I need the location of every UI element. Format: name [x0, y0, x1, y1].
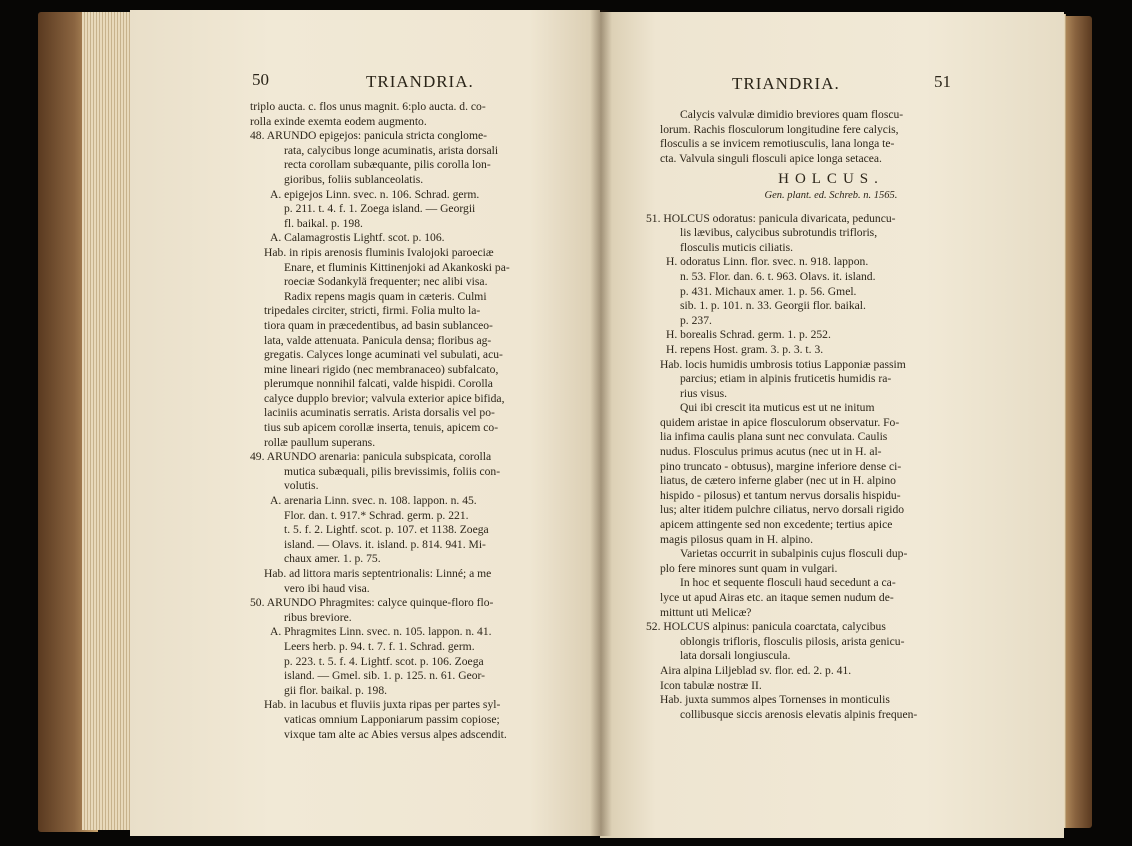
text-line: H. repens Host. gram. 3. p. 3. t. 3.	[666, 342, 824, 356]
text-line: liatus, de cætero inferne glaber (nec ut in H. alpino	[660, 474, 896, 488]
text-line: lata dorsali longiuscula.	[680, 649, 791, 663]
text-line: Varietas occurrit in subalpinis cujus flosculi dup-	[680, 547, 908, 561]
text-line: Hab. locis humidis umbrosis totius Lapponiæ passim	[660, 357, 906, 371]
text-line: nudus. Flosculus primus acutus (nec ut in H. al-	[660, 445, 882, 459]
text-line: H. odoratus Linn. flor. svec. n. 918. lappon.	[666, 255, 869, 269]
text-line: n. 53. Flor. dan. 6. t. 963. Olavs. it. island.	[680, 269, 876, 283]
text-line: laciniis acuminatis serratis. Arista dorsalis vel po-	[264, 406, 495, 420]
text-line: rata, calycibus longe acuminatis, arista dorsali	[284, 143, 499, 157]
text-line: gioribus, foliis sublanceolatis.	[284, 172, 424, 186]
text-line: 52. HOLCUS alpinus: panicula coarctata, calycibus	[646, 620, 886, 634]
text-line: roeciæ Sodankylä frequenter; nec alibi visa.	[284, 275, 488, 289]
text-line: 49. ARUNDO arenaria: panicula subspicata, corolla	[250, 450, 492, 464]
text-line: A. arenaria Linn. svec. n. 108. lappon. n. 45.	[270, 494, 477, 508]
text-line: p. 237.	[680, 313, 712, 327]
text-line: magis pilosus quam in H. alpino.	[660, 532, 813, 546]
text-line: lata, valde attenuata. Panicula densa; floribus ag-	[264, 333, 492, 347]
text-line: rolla exinde exemta eodem augmento.	[250, 114, 427, 128]
text-line: gregatis. Calyces longe acuminati vel subulati, acu-	[264, 348, 503, 362]
text-line: Leers herb. p. 94. t. 7. f. 1. Schrad. germ.	[284, 639, 475, 653]
text-line: vero ibi haud visa.	[284, 581, 370, 595]
text-line: rollæ paullum superans.	[264, 435, 376, 449]
text-line: cta. Valvula singuli flosculi apice longa setacea.	[660, 151, 882, 165]
text-line: fl. baikal. p. 198.	[284, 216, 363, 230]
text-line: In hoc et sequente flosculi haud secedunt a ca-	[680, 576, 896, 590]
text-line: apicem attingente sed non excedente; tertius apice	[660, 518, 893, 532]
left-page-text	[250, 100, 595, 742]
right-page-number: 51	[934, 72, 951, 91]
text-line: 50. ARUNDO Phragmites: calyce quinque-floro flo-	[250, 596, 494, 610]
genus-reference: Gen. plant. ed. Schreb. n. 1565.	[764, 189, 898, 201]
text-line: Hab. in lacubus et fluviis juxta ripas per partes syl-	[264, 698, 501, 712]
book-gutter	[590, 10, 612, 836]
text-line: island. — Olavs. it. island. p. 814. 941. Mi-	[284, 537, 486, 551]
right-running-header: TRIANDRIA.	[732, 74, 840, 93]
genus-heading: HOLCUS.	[778, 171, 884, 188]
text-line: island. — Gmel. sib. 1. p. 125. n. 61. Geor-	[284, 669, 486, 683]
text-line: H. borealis Schrad. germ. 1. p. 252.	[666, 328, 831, 342]
text-line: vaticas omnium Lapponiarum passim copiose;	[284, 712, 500, 726]
left-page	[130, 10, 600, 836]
text-line: Hab. in ripis arenosis fluminis Ivalojoki paroeciæ	[264, 245, 494, 259]
text-line: lia infima caulis plana sunt nec convulata. Caulis	[660, 430, 888, 444]
text-line: Enare, et fluminis Kittinenjoki ad Akankoski pa-	[284, 260, 510, 274]
text-line: flosculis muticis ciliatis.	[680, 240, 794, 254]
right-page-text	[646, 108, 1016, 722]
text-line: Calycis valvulæ dimidio breviores quam floscu-	[680, 108, 904, 121]
text-line: mutica subæquali, pilis brevissimis, foliis con-	[284, 464, 501, 478]
text-line: Hab. juxta summos alpes Tornenses in monticulis	[660, 693, 890, 707]
text-line: tripedales circiter, stricti, firmi. Folia multo la-	[264, 304, 481, 318]
text-line: Icon tabulæ nostræ II.	[660, 678, 762, 692]
text-line: tiora quam in præcedentibus, ad basin sublanceo-	[264, 318, 493, 332]
text-line: volutis.	[284, 479, 319, 493]
text-line: Aira alpina Liljeblad sv. flor. ed. 2. p. 41.	[660, 663, 852, 677]
right-entries	[646, 212, 1016, 723]
text-line: 51. HOLCUS odoratus: panicula divaricata, peduncu-	[646, 211, 896, 225]
text-line: mine lineari rigido (nec membranaceo) subfalcato,	[264, 362, 499, 376]
text-line: p. 223. t. 5. f. 4. Lightf. scot. p. 106. Zoega	[284, 654, 484, 668]
left-running-header: TRIANDRIA.	[366, 72, 474, 91]
text-line: Hab. ad littora maris septentrionalis: Linné; a me	[264, 567, 492, 580]
text-line: mittunt uti Melicæ?	[660, 605, 752, 619]
text-line: t. 5. f. 2. Lightf. scot. p. 107. et 1138. Zoega	[284, 523, 489, 537]
text-line: collibusque siccis arenosis elevatis alpinis frequen-	[680, 707, 918, 721]
text-line: chaux amer. 1. p. 75.	[284, 552, 381, 566]
text-line: rius visus.	[680, 386, 728, 400]
text-line: parcius; etiam in alpinis fruticetis humidis ra-	[680, 372, 892, 386]
text-line: A. Phragmites Linn. svec. n. 105. lappon. n. 41.	[270, 625, 492, 639]
text-line: recta corollam subæquante, pilis corolla lon-	[284, 158, 491, 172]
text-line: gii flor. baikal. p. 198.	[284, 683, 388, 697]
text-line: triplo aucta. c. flos unus magnit. 6:plo aucta. d. co-	[250, 100, 486, 113]
open-book	[38, 10, 1092, 836]
text-line: sib. 1. p. 101. n. 33. Georgii flor. baikal.	[680, 299, 866, 313]
text-line: 48. ARUNDO epigejos: panicula stricta conglome-	[250, 129, 487, 143]
text-line: lorum. Rachis flosculorum longitudine fere calycis,	[660, 122, 899, 136]
text-line: pino truncato - obtusus), margine inferiore dense ci-	[660, 459, 902, 473]
text-line: lis lævibus, calycibus subrotundis trifloris,	[680, 226, 878, 240]
text-line: lyce ut apud Airas etc. an itaque semen nudum de-	[660, 591, 894, 604]
right-page	[600, 12, 1064, 838]
text-line: plo fere minores sunt quam in vulgari.	[660, 561, 838, 575]
text-line: hispido - pilosus) et tantum nervus dorsalis hispidu-	[660, 488, 901, 502]
text-line: quidem aristae in apice flosculorum observatur. Fo-	[660, 415, 900, 429]
left-page-number: 50	[252, 70, 269, 89]
text-line: flosculis a se invicem remotiusculis, lana longa te-	[660, 137, 895, 151]
text-line: Radix repens magis quam in cæteris. Culmi	[284, 289, 487, 303]
right-intro-paragraph	[646, 108, 1016, 166]
text-line: Flor. dan. t. 917.* Schrad. germ. p. 221.	[284, 508, 469, 522]
text-line: A. epigejos Linn. svec. n. 106. Schrad. germ.	[270, 187, 480, 201]
text-line: calyce dupplo brevior; valvula exterior apice bifida,	[264, 391, 505, 405]
text-line: A. Calamagrostis Lightf. scot. p. 106.	[270, 231, 445, 245]
text-line: ribus breviore.	[284, 610, 352, 624]
page-edges-left	[82, 12, 132, 830]
text-line: oblongis trifloris, flosculis pilosis, arista genicu-	[680, 634, 905, 648]
text-line: tius sub apicem corollæ inserta, tenuis, apicem co-	[264, 421, 499, 435]
text-line: lus; alter itidem pulchre ciliatus, nervo dorsali rigido	[660, 503, 905, 517]
text-line: vixque tam alte ac Abies versus alpes adscendit.	[284, 727, 507, 741]
text-line: p. 211. t. 4. f. 1. Zoega island. — Georgii	[284, 202, 476, 216]
text-line: p. 431. Michaux amer. 1. p. 56. Gmel.	[680, 284, 857, 298]
text-line: plerumque nonnihil falcati, valde hispidi. Corolla	[264, 377, 493, 391]
text-line: Qui ibi crescit ita muticus est ut ne initum	[680, 401, 875, 415]
